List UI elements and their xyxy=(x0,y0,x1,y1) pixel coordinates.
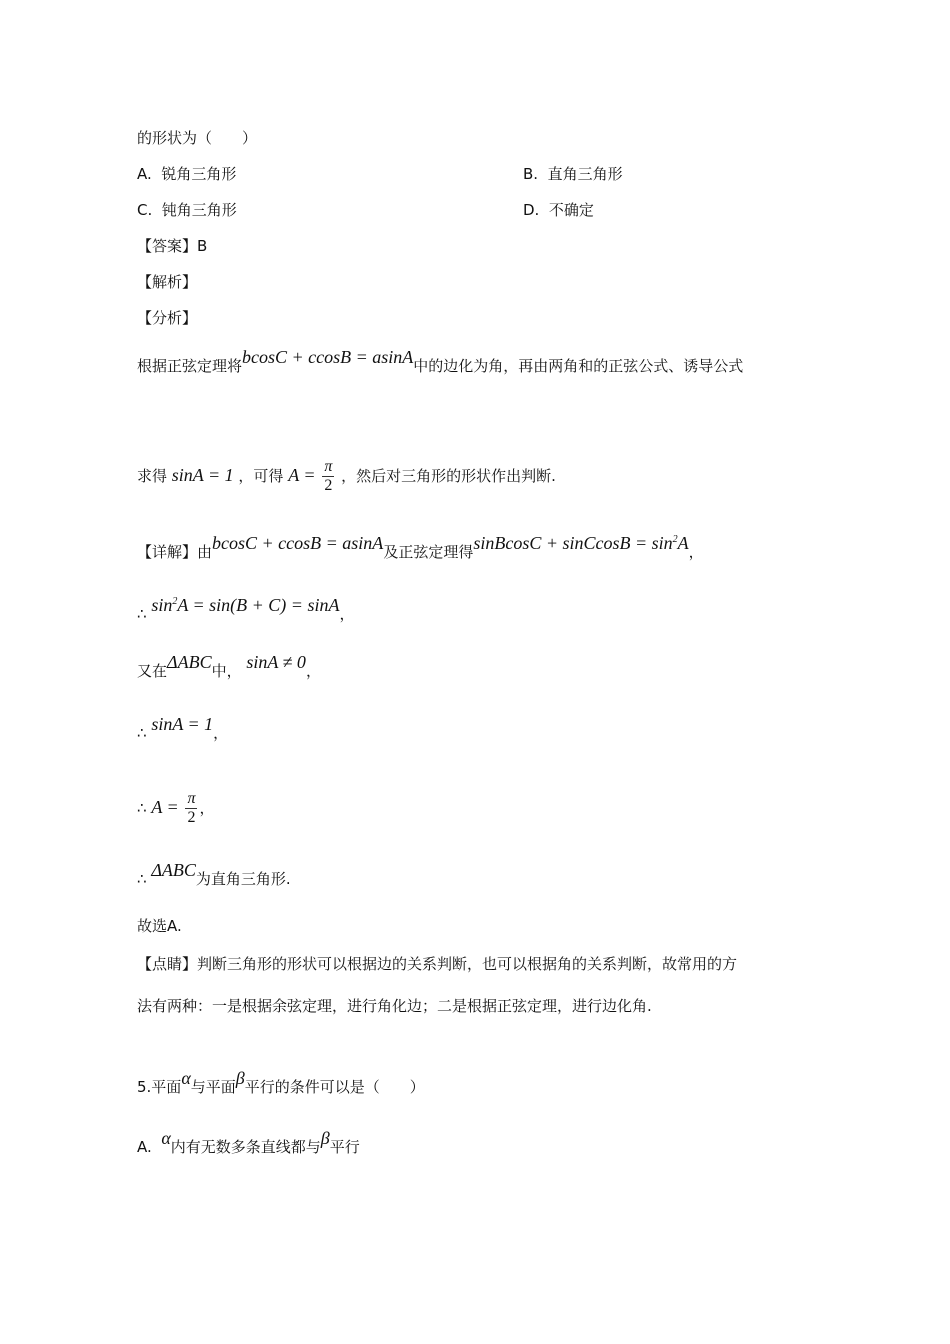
option-c xyxy=(137,200,237,220)
choose-line: 故选A. xyxy=(137,917,182,935)
detail-text: 及正弦定理得 xyxy=(383,543,474,561)
pi-over-2-fraction xyxy=(185,790,197,827)
step-text: 又在 xyxy=(137,662,168,680)
dianjing-label: 【点睛】 xyxy=(137,955,198,973)
analysis-text: ，可得 xyxy=(238,467,284,485)
option-c-text: 钝角三角形 xyxy=(161,201,237,219)
formula-part: A = sin(B + C) = sinA xyxy=(177,595,340,615)
question-5-option-a xyxy=(137,1128,360,1157)
step-3 xyxy=(137,714,229,743)
option-d xyxy=(523,200,594,220)
step-text: ， xyxy=(339,605,355,623)
superscript: 2 xyxy=(672,534,678,545)
option-text: 平行 xyxy=(329,1138,360,1156)
option-b xyxy=(523,164,623,184)
fraction-denominator: 2 xyxy=(324,477,333,494)
question-5 xyxy=(137,1068,425,1097)
option-label: A. xyxy=(137,1138,152,1156)
fenxi-heading: 【分析】 xyxy=(137,309,198,327)
analysis-text: ，然后对三角形的形状作出判断. xyxy=(341,467,556,485)
step-formula: ΔABC xyxy=(151,860,196,880)
alpha-symbol: α xyxy=(161,1128,171,1148)
analysis-text: 根据正弦定理将 xyxy=(137,357,243,375)
step-2 xyxy=(137,652,321,681)
answer-line xyxy=(137,236,207,256)
therefore-symbol: ∴ xyxy=(137,724,147,742)
therefore-symbol: ∴ xyxy=(137,799,147,817)
answer-value: B xyxy=(197,237,208,255)
option-a xyxy=(137,164,236,184)
option-a-text: 锐角三角形 xyxy=(161,165,237,183)
fraction-denominator: 2 xyxy=(187,809,196,826)
step-5 xyxy=(137,860,291,889)
analysis-formula: sinA = 1 xyxy=(171,465,234,485)
step-4 xyxy=(137,790,214,827)
question-text: 与平面 xyxy=(190,1078,236,1096)
step-1 xyxy=(137,595,355,624)
dianjing-line-1 xyxy=(137,954,737,974)
option-text: 内有无数多条直线都与 xyxy=(170,1138,321,1156)
detail-formula xyxy=(473,533,688,553)
question-text: 平行的条件可以是（ ） xyxy=(244,1078,425,1096)
option-b-label: B. xyxy=(523,165,539,183)
analysis-text: 中的边化为角，再由两角和的正弦公式、诱导公式 xyxy=(413,357,744,375)
fraction-numerator: π xyxy=(324,458,333,475)
pi-over-2-fraction xyxy=(322,458,334,495)
question-stem-tail: 的形状为（ ） xyxy=(137,129,258,147)
step-text: ， xyxy=(213,724,229,742)
superscript: 2 xyxy=(172,596,178,607)
formula-part: sin xyxy=(151,595,173,615)
analysis-line-2 xyxy=(137,458,556,495)
detail-text: 由 xyxy=(197,543,213,561)
analysis-formula: A = xyxy=(288,465,316,485)
option-d-text: 不确定 xyxy=(548,201,594,219)
step-text: ， xyxy=(305,662,321,680)
formula-part: A xyxy=(677,533,689,553)
detail-text: ， xyxy=(688,543,704,561)
option-a-label: A. xyxy=(137,165,152,183)
step-formula: ΔABC xyxy=(167,652,212,672)
option-b-text: 直角三角形 xyxy=(547,165,623,183)
dianjing-text: 判断三角形的形状可以根据边的关系判断，也可以根据角的关系判断，故常用的方 xyxy=(197,955,738,973)
step-formula xyxy=(151,595,339,615)
fraction-numerator: π xyxy=(187,790,196,807)
option-c-label: C. xyxy=(137,201,153,219)
step-text: ， xyxy=(199,799,215,817)
detail-label: 【详解】 xyxy=(137,543,198,561)
analysis-formula: bcosC + ccosB = asinA xyxy=(242,347,414,367)
alpha-symbol: α xyxy=(181,1068,191,1088)
answer-label: 【答案】 xyxy=(137,237,198,255)
question-number: 5.平面 xyxy=(137,1078,182,1096)
detail-formula: bcosC + ccosB = asinA xyxy=(212,533,384,553)
analysis-line-1 xyxy=(137,347,744,376)
option-d-label: D. xyxy=(523,201,540,219)
therefore-symbol: ∴ xyxy=(137,605,147,623)
beta-symbol: β xyxy=(320,1128,330,1148)
step-text: 为直角三角形. xyxy=(195,870,291,888)
step-text: 中， xyxy=(211,662,242,680)
jiexi-heading: 【解析】 xyxy=(137,273,198,291)
therefore-symbol: ∴ xyxy=(137,870,147,888)
step-formula: sinA = 1 xyxy=(151,714,214,734)
step-formula: A = xyxy=(151,797,179,817)
dianjing-line-2: 法有两种：一是根据余弦定理，进行角化边；二是根据正弦定理，进行边化角. xyxy=(137,997,652,1015)
analysis-text: 求得 xyxy=(137,467,168,485)
formula-part: sinBcosC + sinCcosB = sin xyxy=(473,533,673,553)
step-formula: sinA ≠ 0 xyxy=(246,652,306,672)
beta-symbol: β xyxy=(235,1068,245,1088)
detail-line xyxy=(137,533,704,562)
